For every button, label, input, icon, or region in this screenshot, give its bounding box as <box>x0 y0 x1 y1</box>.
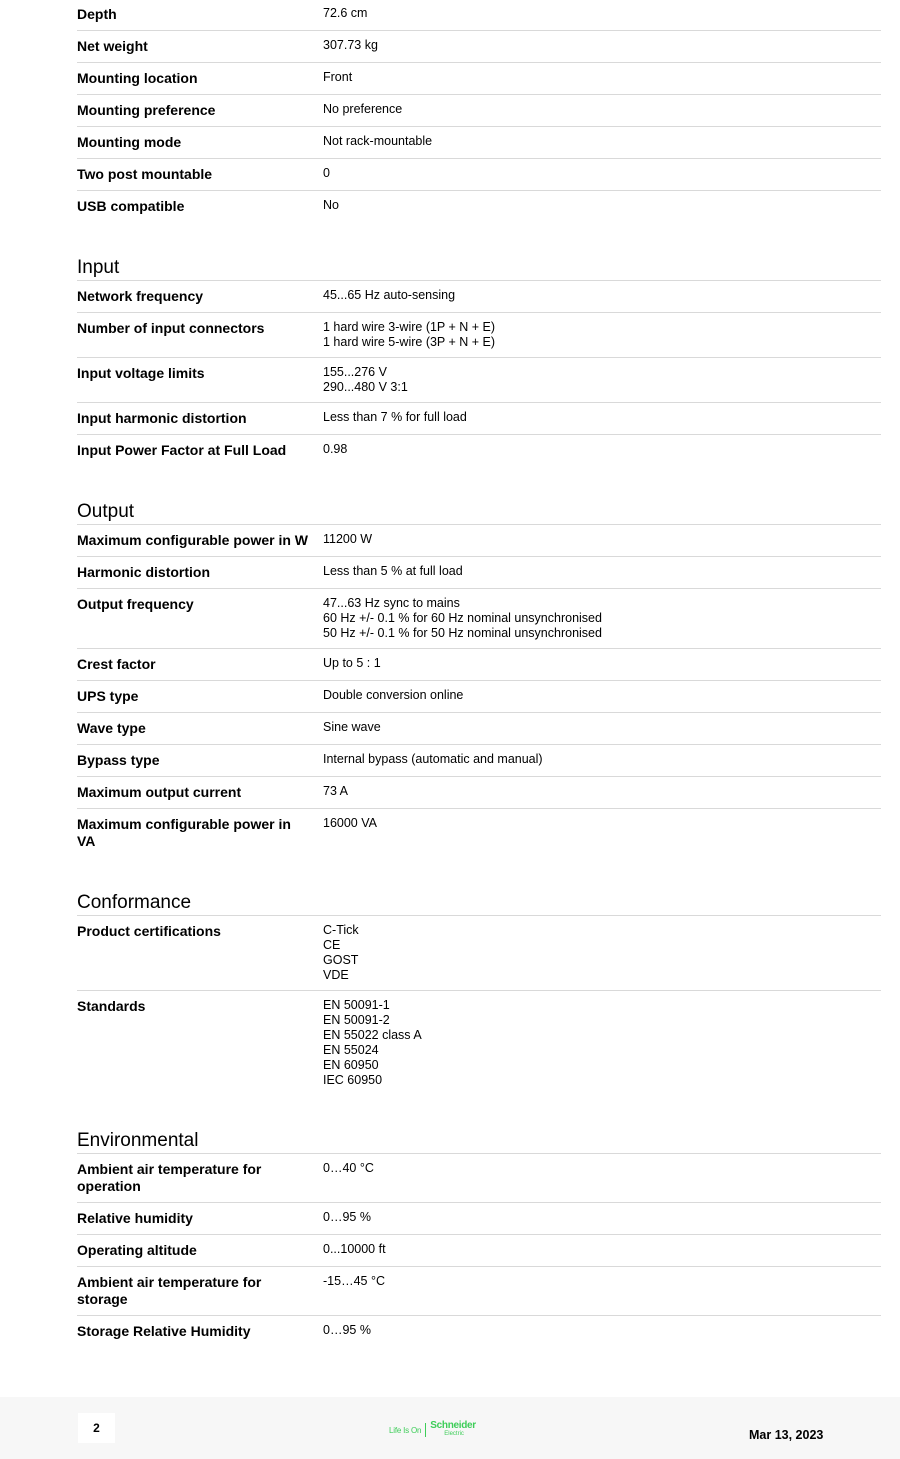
spec-value-line: 307.73 kg <box>323 38 378 52</box>
spec-value <box>323 358 881 403</box>
spec-row <box>77 358 881 403</box>
spec-label: Maximum output current <box>77 777 323 809</box>
spec-label: USB compatible <box>77 198 185 214</box>
spec-value-line: 11200 W <box>323 532 373 546</box>
spec-value-line: Sine wave <box>323 720 381 734</box>
spec-row <box>77 991 881 1096</box>
spec-value-line: 0…95 % <box>323 1323 371 1337</box>
spec-value-line: 155...276 V <box>323 365 387 379</box>
spec-value <box>323 525 881 557</box>
spec-value-line: IEC 60950 <box>323 1073 383 1087</box>
spec-label: Maximum configurable power in W <box>77 525 323 557</box>
spec-label: Network frequency <box>77 281 323 313</box>
spec-value-line: 0...10000 ft <box>323 1242 386 1256</box>
spec-table <box>77 916 881 1095</box>
spec-row <box>77 589 881 649</box>
spec-value <box>323 681 881 713</box>
spec-section <box>77 256 881 466</box>
spec-row <box>77 191 881 223</box>
spec-section <box>77 0 881 222</box>
spec-label: Net weight <box>77 31 323 63</box>
spec-value-line: 50 Hz +/- 0.1 % for 50 Hz nominal unsynchronised <box>323 626 602 640</box>
spec-value-line: CE <box>323 938 341 952</box>
spec-value-line: 45...65 Hz auto-sensing <box>323 288 456 302</box>
spec-value-line: 290...480 V 3:1 <box>323 380 408 394</box>
logo-brand-sub: Electric <box>444 1431 464 1437</box>
spec-value-line: EN 50091-1 <box>323 998 390 1012</box>
spec-row <box>77 916 881 991</box>
spec-label: Maximum configurable power in VA <box>77 816 291 849</box>
spec-value-line: 1 hard wire 5-wire (3P + N + E) <box>323 335 496 349</box>
spec-row <box>77 557 881 589</box>
page-footer <box>0 1397 900 1459</box>
spec-row <box>77 95 881 127</box>
spec-label: Storage Relative Humidity <box>77 1323 251 1339</box>
spec-value-line: GOST <box>323 953 359 967</box>
spec-value <box>323 1154 881 1203</box>
spec-value <box>323 1267 881 1316</box>
spec-table <box>77 281 881 466</box>
spec-value-line: 0…95 % <box>323 1210 371 1224</box>
spec-value <box>323 745 881 777</box>
spec-value-line: VDE <box>323 968 349 982</box>
logo-tagline: Life Is On <box>389 1425 422 1435</box>
spec-value-line: EN 55022 class A <box>323 1028 422 1042</box>
spec-label: Operating altitude <box>77 1235 323 1267</box>
spec-row <box>77 1235 881 1267</box>
spec-value-line: Internal bypass (automatic and manual) <box>323 752 543 766</box>
spec-section <box>77 891 881 1095</box>
schneider-electric-logo <box>389 1421 476 1439</box>
spec-label: UPS type <box>77 681 323 713</box>
spec-row <box>77 281 881 313</box>
spec-value <box>323 281 881 313</box>
spec-label: Wave type <box>77 713 323 745</box>
section-title: Output <box>77 500 881 525</box>
spec-label: Mounting preference <box>77 95 323 127</box>
spec-value-line: Double conversion online <box>323 688 464 702</box>
spec-value-line: Front <box>323 70 353 84</box>
spec-row <box>77 159 881 191</box>
spec-row <box>77 777 881 809</box>
spec-label: Two post mountable <box>77 159 323 191</box>
spec-row <box>77 745 881 777</box>
section-title: Environmental <box>77 1129 881 1154</box>
spec-value-line: EN 60950 <box>323 1058 379 1072</box>
spec-value <box>323 127 881 159</box>
spec-value <box>323 191 881 223</box>
spec-row <box>77 435 881 467</box>
logo-brand-name: Schneider <box>430 1420 476 1431</box>
spec-row <box>77 1154 881 1203</box>
spec-value-line: EN 55024 <box>323 1043 379 1057</box>
spec-row <box>77 63 881 95</box>
spec-label: Relative humidity <box>77 1203 323 1235</box>
spec-row <box>77 681 881 713</box>
spec-value <box>323 713 881 745</box>
spec-row <box>77 313 881 358</box>
document-date: Mar 13, 2023 <box>749 1428 824 1442</box>
spec-value-line: No preference <box>323 102 403 116</box>
spec-row <box>77 31 881 63</box>
spec-section <box>77 1129 881 1347</box>
spec-value <box>323 809 881 858</box>
spec-row <box>77 1316 881 1348</box>
spec-label: Mounting location <box>77 63 323 95</box>
spec-value <box>323 557 881 589</box>
spec-row <box>77 525 881 557</box>
spec-label: Input voltage limits <box>77 358 323 403</box>
spec-row <box>77 127 881 159</box>
spec-row <box>77 1203 881 1235</box>
spec-value-line: 72.6 cm <box>323 6 368 20</box>
spec-label: Ambient air temperature for storage <box>77 1267 323 1316</box>
spec-value-line: Less than 7 % for full load <box>323 410 467 424</box>
spec-value <box>323 991 881 1096</box>
spec-value <box>323 1316 881 1348</box>
spec-table <box>77 525 881 857</box>
spec-label: Harmonic distortion <box>77 557 323 589</box>
spec-label: Depth <box>77 0 323 31</box>
spec-value-line: Less than 5 % at full load <box>323 564 463 578</box>
spec-value-line: -15…45 °C <box>323 1274 385 1288</box>
spec-value <box>323 0 881 31</box>
spec-label: Input Power Factor at Full Load <box>77 442 287 458</box>
spec-value <box>323 63 881 95</box>
spec-value <box>323 649 881 681</box>
spec-label: Number of input connectors <box>77 313 323 358</box>
spec-row <box>77 1267 881 1316</box>
logo-separator <box>425 1423 426 1437</box>
spec-value <box>323 31 881 63</box>
page-number: 2 <box>78 1413 115 1443</box>
spec-value-line: 47...63 Hz sync to mains <box>323 596 460 610</box>
spec-value <box>323 1203 881 1235</box>
spec-value <box>323 95 881 127</box>
spec-table <box>77 1154 881 1347</box>
spec-sheet <box>77 0 881 1347</box>
spec-value <box>323 1235 881 1267</box>
spec-label: Mounting mode <box>77 127 323 159</box>
spec-value-line: 0…40 °C <box>323 1161 374 1175</box>
spec-value <box>323 313 881 358</box>
spec-value-line: C-Tick <box>323 923 359 937</box>
spec-value-line: Up to 5 : 1 <box>323 656 381 670</box>
spec-label: Product certifications <box>77 916 323 991</box>
spec-row <box>77 403 881 435</box>
spec-value-line: No <box>323 198 339 212</box>
spec-value-line: EN 50091-2 <box>323 1013 390 1027</box>
spec-row <box>77 0 881 31</box>
spec-value <box>323 159 881 191</box>
spec-label: Ambient air temperature for operation <box>77 1154 323 1203</box>
spec-value-line: 0.98 <box>323 442 348 456</box>
spec-label: Bypass type <box>77 745 323 777</box>
section-title: Input <box>77 256 881 281</box>
spec-value <box>323 403 881 435</box>
spec-table <box>77 0 881 222</box>
spec-label: Input harmonic distortion <box>77 403 323 435</box>
spec-row <box>77 809 881 858</box>
spec-value <box>323 777 881 809</box>
spec-value-line: 73 A <box>323 784 349 798</box>
spec-label: Standards <box>77 998 146 1014</box>
section-title: Conformance <box>77 891 881 916</box>
spec-section <box>77 500 881 857</box>
spec-label: Crest factor <box>77 649 323 681</box>
spec-row <box>77 713 881 745</box>
spec-value-line: 16000 VA <box>323 816 377 830</box>
spec-value <box>323 916 881 991</box>
spec-value <box>323 589 881 649</box>
spec-value-line: Not rack-mountable <box>323 134 433 148</box>
spec-value-line: 1 hard wire 3-wire (1P + N + E) <box>323 320 496 334</box>
spec-value-line: 60 Hz +/- 0.1 % for 60 Hz nominal unsynchronised <box>323 611 602 625</box>
spec-value-line: 0 <box>323 166 330 180</box>
spec-value <box>323 435 881 467</box>
spec-row <box>77 649 881 681</box>
spec-label: Output frequency <box>77 589 323 649</box>
logo-brand <box>430 1422 476 1438</box>
